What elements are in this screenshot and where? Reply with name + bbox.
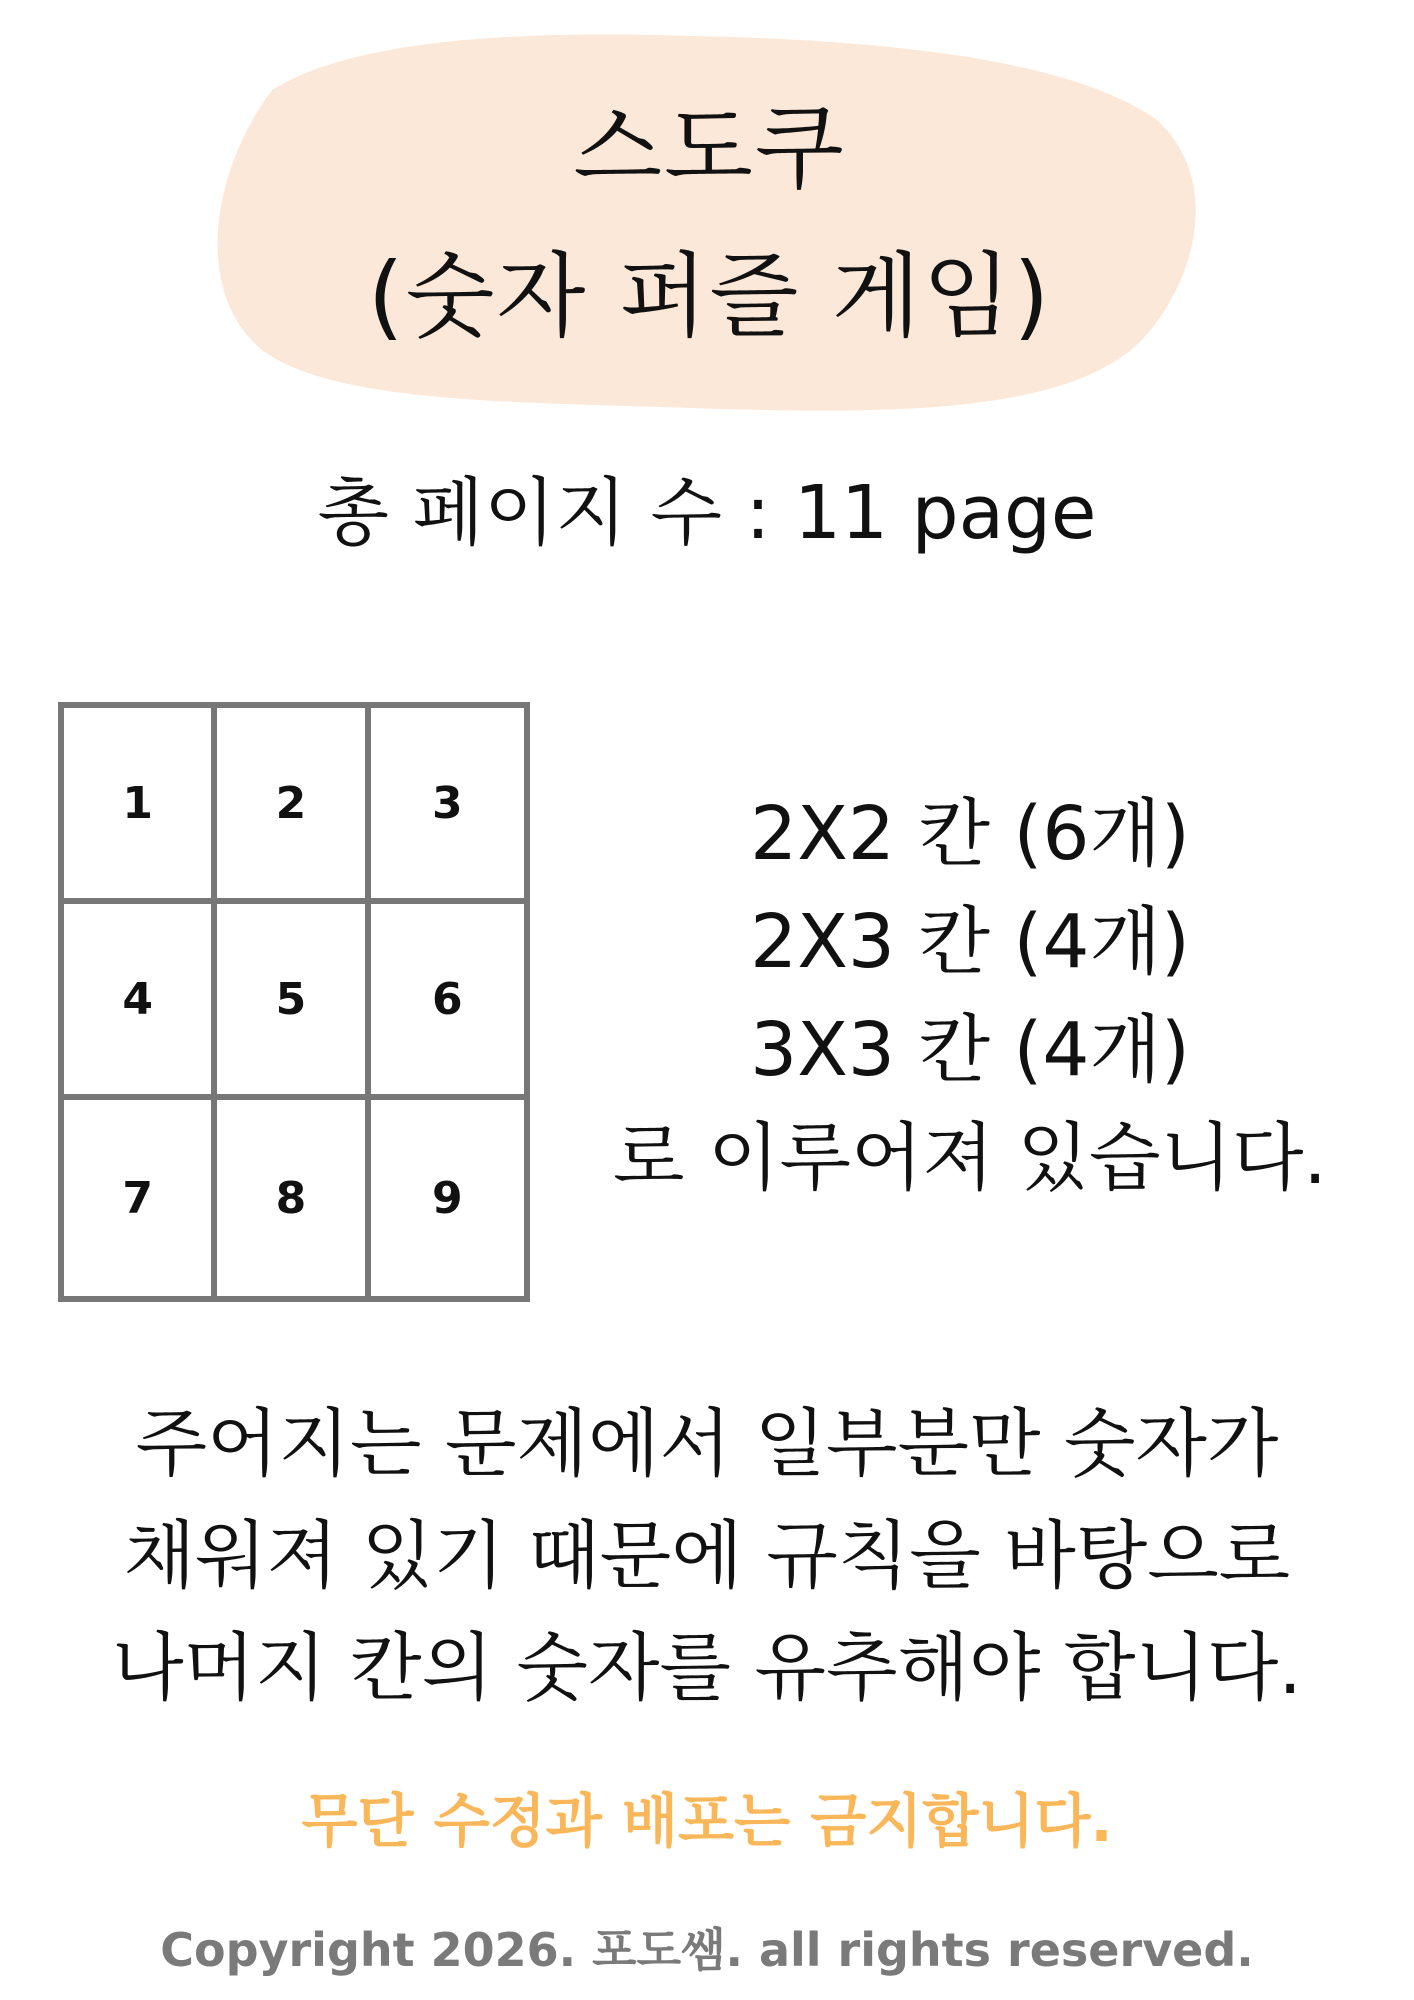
description-line: 주어지는 문제에서 일부분만 숫자가 xyxy=(135,1401,1279,1487)
description xyxy=(0,1388,1414,1724)
total-pages: 총 페이지 수 : 11 page xyxy=(317,470,1097,556)
cell-type-line: 2X3 칸 (4개) xyxy=(750,899,1190,985)
description-line: 나머지 칸의 숫자를 유추해야 합니다. xyxy=(112,1625,1302,1711)
grid-cell-8: 8 xyxy=(217,1100,370,1296)
grid-cell-3: 3 xyxy=(371,708,524,904)
sudoku-grid-example xyxy=(58,702,530,1302)
grid-cell-5: 5 xyxy=(217,904,370,1100)
grid-cell-9: 9 xyxy=(432,1172,463,1224)
cell-types-list xyxy=(590,780,1350,1212)
grid-cell-6: 6 xyxy=(371,904,524,1100)
title-subtitle: (숫자 퍼즐 게임) xyxy=(367,243,1052,350)
grid-cell-1: 1 xyxy=(64,708,217,904)
grid-cell-4: 4 xyxy=(64,904,217,1100)
title-blob xyxy=(212,30,1207,416)
cell-type-line: 로 이루어져 있습니다. xyxy=(613,1115,1327,1201)
title-main: 스도쿠 xyxy=(573,95,846,202)
grid-cell-2: 2 xyxy=(217,708,370,904)
copy-warning: 무단 수정과 배포는 금지합니다. xyxy=(301,1787,1113,1855)
title-text xyxy=(212,30,1207,416)
copyright: Copyright 2026. 포도쌤. all rights reserved. xyxy=(160,1923,1254,1977)
grid-cell-7: 7 xyxy=(64,1100,217,1296)
description-line: 채워져 있기 때문에 규칙을 바탕으로 xyxy=(123,1513,1291,1599)
cell-type-line: 3X3 칸 (4개) xyxy=(750,1007,1190,1093)
cell-type-line: 2X2 칸 (6개) xyxy=(750,791,1190,877)
